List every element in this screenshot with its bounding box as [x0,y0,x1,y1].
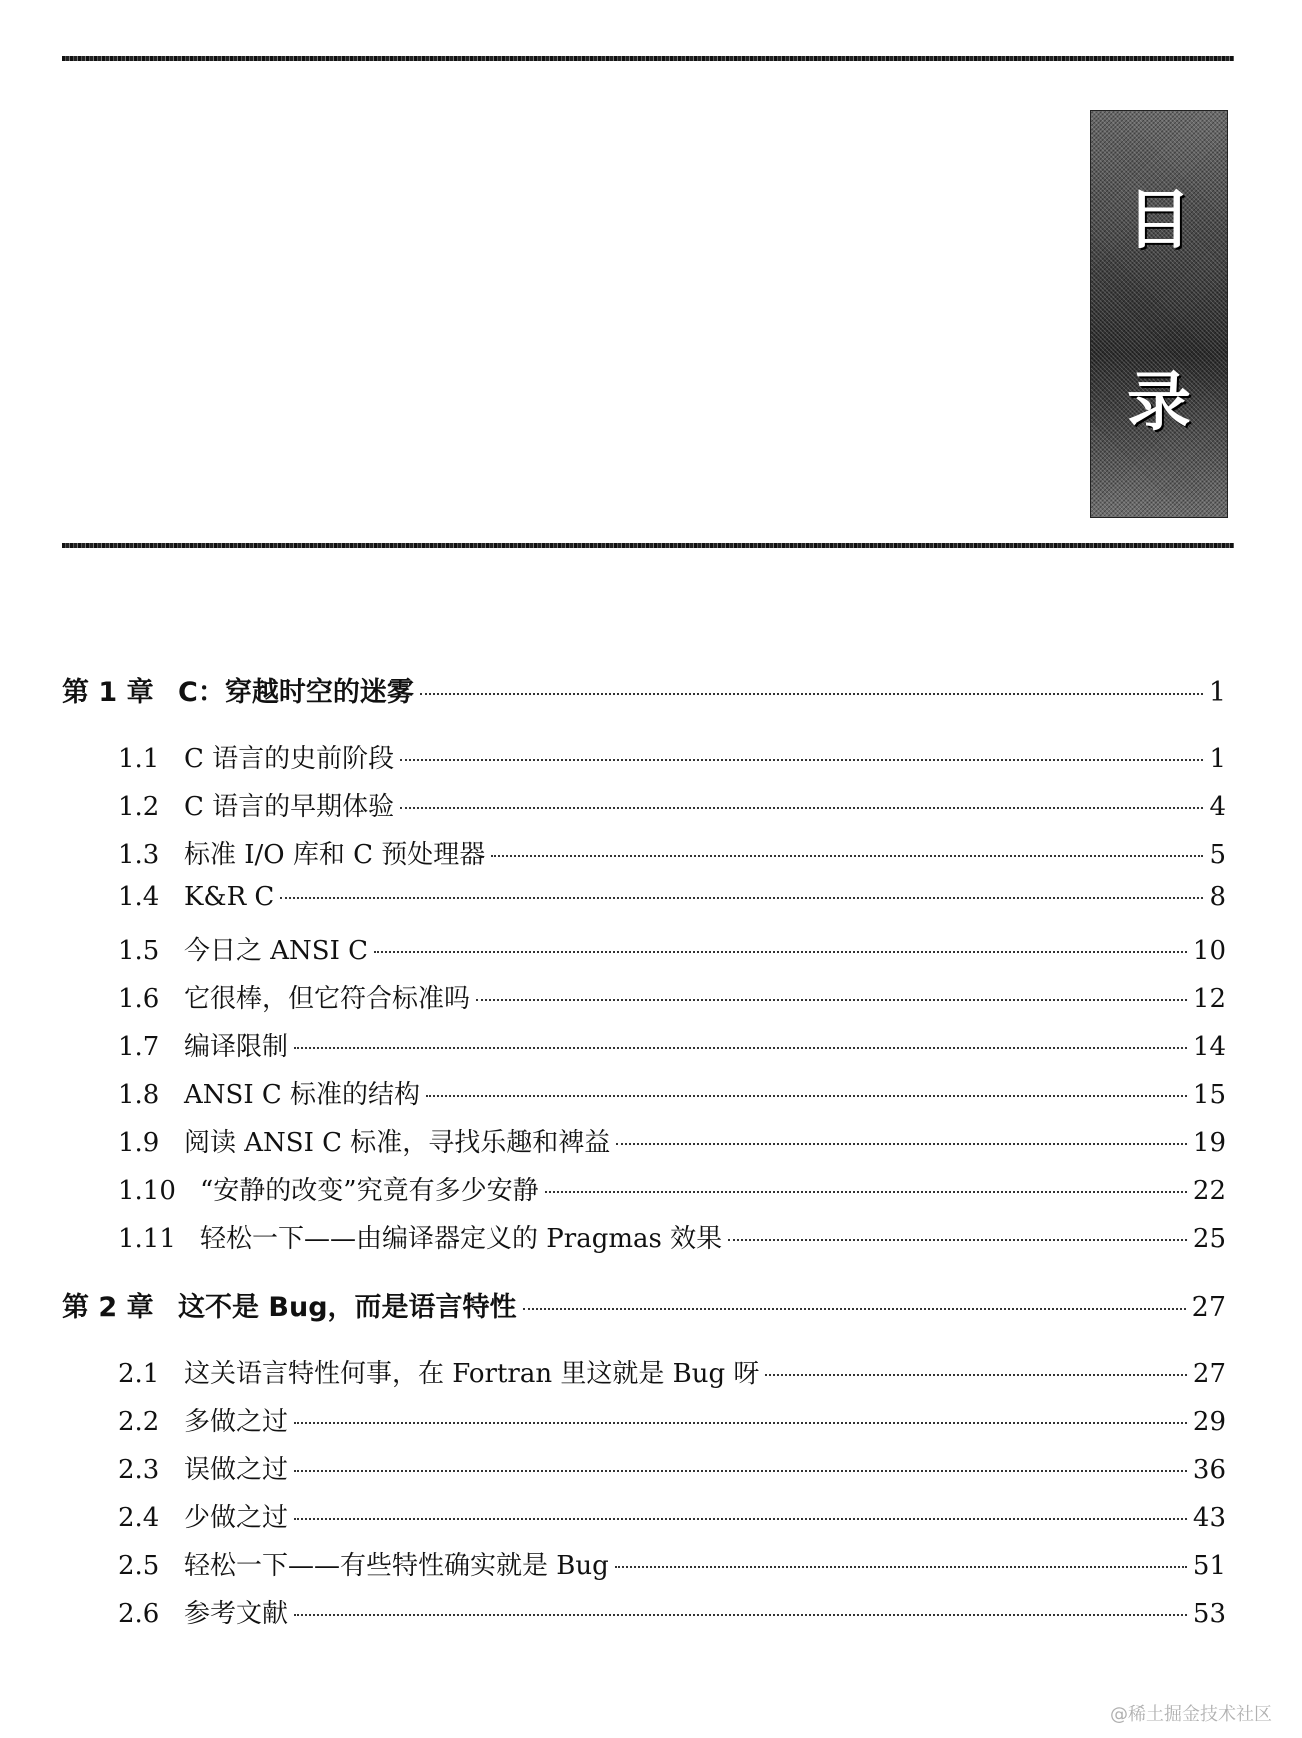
entry-title: 轻松一下——有些特性确实就是 Bug [184,1551,609,1581]
toc-section-1-10[interactable] [118,1170,1226,1207]
top-rule [62,56,1234,61]
entry-title: 这不是 Bug，而是语言特性 [178,1292,517,1323]
entry-title: K&R C [184,882,275,912]
entry-title: C：穿越时空的迷雾 [178,677,414,708]
entry-title: 轻松一下——由编译器定义的 Pragmas 效果 [200,1224,723,1254]
entry-number: 第 2 章 [62,1292,154,1323]
dot-leader [420,693,1203,695]
entry-title: 编译限制 [184,1032,289,1062]
dot-leader [294,1614,1187,1616]
toc-section-2-3[interactable] [118,1449,1226,1486]
toc-section-2-1[interactable] [118,1353,1226,1390]
entry-number: 1.5 [118,936,160,966]
entry-title: 参考文献 [184,1599,289,1629]
dot-leader [616,1143,1187,1145]
middle-rule [62,543,1234,548]
entry-number: 1.10 [118,1176,176,1206]
entry-page: 12 [1192,984,1226,1014]
toc-chapter-2[interactable] [62,1285,1226,1324]
toc-section-1-9[interactable] [118,1122,1226,1159]
entry-page: 1 [1208,677,1226,708]
entry-page: 1 [1209,744,1226,774]
entry-page: 22 [1192,1176,1226,1206]
toc-banner [1090,110,1228,518]
dot-leader [294,1470,1187,1472]
entry-title: 标准 I/O 库和 C 预处理器 [184,840,486,870]
dot-leader [476,999,1187,1001]
entry-title: 误做之过 [184,1455,289,1485]
entry-number: 1.6 [118,984,160,1014]
toc-section-2-2[interactable] [118,1401,1226,1438]
entry-number: 2.4 [118,1503,160,1533]
entry-page: 43 [1192,1503,1226,1533]
entry-title: 这关语言特性何事，在 Fortran 里这就是 Bug 呀 [184,1359,760,1389]
entry-page: 27 [1192,1359,1226,1389]
dot-leader [294,1047,1187,1049]
toc-section-1-7[interactable] [118,1026,1226,1063]
entry-number: 2.6 [118,1599,160,1629]
entry-number: 1.1 [118,744,160,774]
entry-title: 阅读 ANSI C 标准，寻找乐趣和裨益 [184,1128,611,1158]
entry-title: “安静的改变”究竟有多少安静 [200,1176,539,1206]
entry-page: 29 [1192,1407,1226,1437]
dot-leader [400,807,1203,809]
entry-page: 53 [1192,1599,1226,1629]
entry-number: 1.7 [118,1032,160,1062]
dot-leader [280,897,1203,899]
entry-number: 1.4 [118,882,160,912]
entry-number: 1.8 [118,1080,160,1110]
toc-section-1-6[interactable] [118,978,1226,1015]
dot-leader [294,1422,1187,1424]
entry-page: 36 [1192,1455,1226,1485]
entry-page: 15 [1192,1080,1226,1110]
dot-leader [523,1308,1186,1310]
entry-page: 10 [1192,936,1226,966]
toc-section-2-6[interactable] [118,1593,1226,1630]
entry-page: 14 [1192,1032,1226,1062]
dot-leader [765,1374,1187,1376]
entry-page: 5 [1209,840,1226,870]
banner-char-lu: 录 [1127,366,1191,440]
entry-title: C 语言的早期体验 [184,792,395,822]
dot-leader [615,1566,1187,1568]
entry-number: 1.9 [118,1128,160,1158]
entry-number: 2.2 [118,1407,160,1437]
dot-leader [491,855,1203,857]
toc-section-1-2[interactable] [118,786,1226,823]
entry-page: 27 [1191,1292,1226,1323]
toc-section-1-11[interactable] [118,1218,1226,1255]
entry-number: 第 1 章 [62,677,154,708]
entry-page: 8 [1209,882,1226,912]
entry-title: 少做之过 [184,1503,289,1533]
entry-page: 4 [1209,792,1226,822]
entry-page: 19 [1192,1128,1226,1158]
entry-page: 25 [1192,1224,1226,1254]
entry-number: 1.3 [118,840,160,870]
watermark-text: @稀土掘金技术社区 [1110,1704,1272,1725]
entry-title: C 语言的史前阶段 [184,744,395,774]
toc-section-1-5[interactable] [118,930,1226,967]
entry-number: 1.2 [118,792,160,822]
entry-number: 2.3 [118,1455,160,1485]
entry-title: 它很棒，但它符合标准吗 [184,984,471,1014]
toc-section-1-8[interactable] [118,1074,1226,1111]
entry-title: 多做之过 [184,1407,289,1437]
dot-leader [728,1239,1187,1241]
toc-section-2-5[interactable] [118,1545,1226,1582]
entry-number: 1.11 [118,1224,176,1254]
entry-page: 51 [1192,1551,1226,1581]
entry-title: ANSI C 标准的结构 [184,1080,421,1110]
toc-section-1-3[interactable] [118,834,1226,871]
entry-number: 2.5 [118,1551,160,1581]
dot-leader [426,1095,1187,1097]
dot-leader [545,1191,1187,1193]
dot-leader [374,951,1187,953]
toc-section-1-1[interactable] [118,738,1226,775]
banner-char-mu: 目 [1127,184,1191,258]
toc-section-1-4[interactable] [118,882,1226,912]
entry-title: 今日之 ANSI C [184,936,369,966]
dot-leader [294,1518,1187,1520]
entry-number: 2.1 [118,1359,160,1389]
toc-chapter-1[interactable] [62,670,1226,709]
dot-leader [400,759,1203,761]
toc-section-2-4[interactable] [118,1497,1226,1534]
